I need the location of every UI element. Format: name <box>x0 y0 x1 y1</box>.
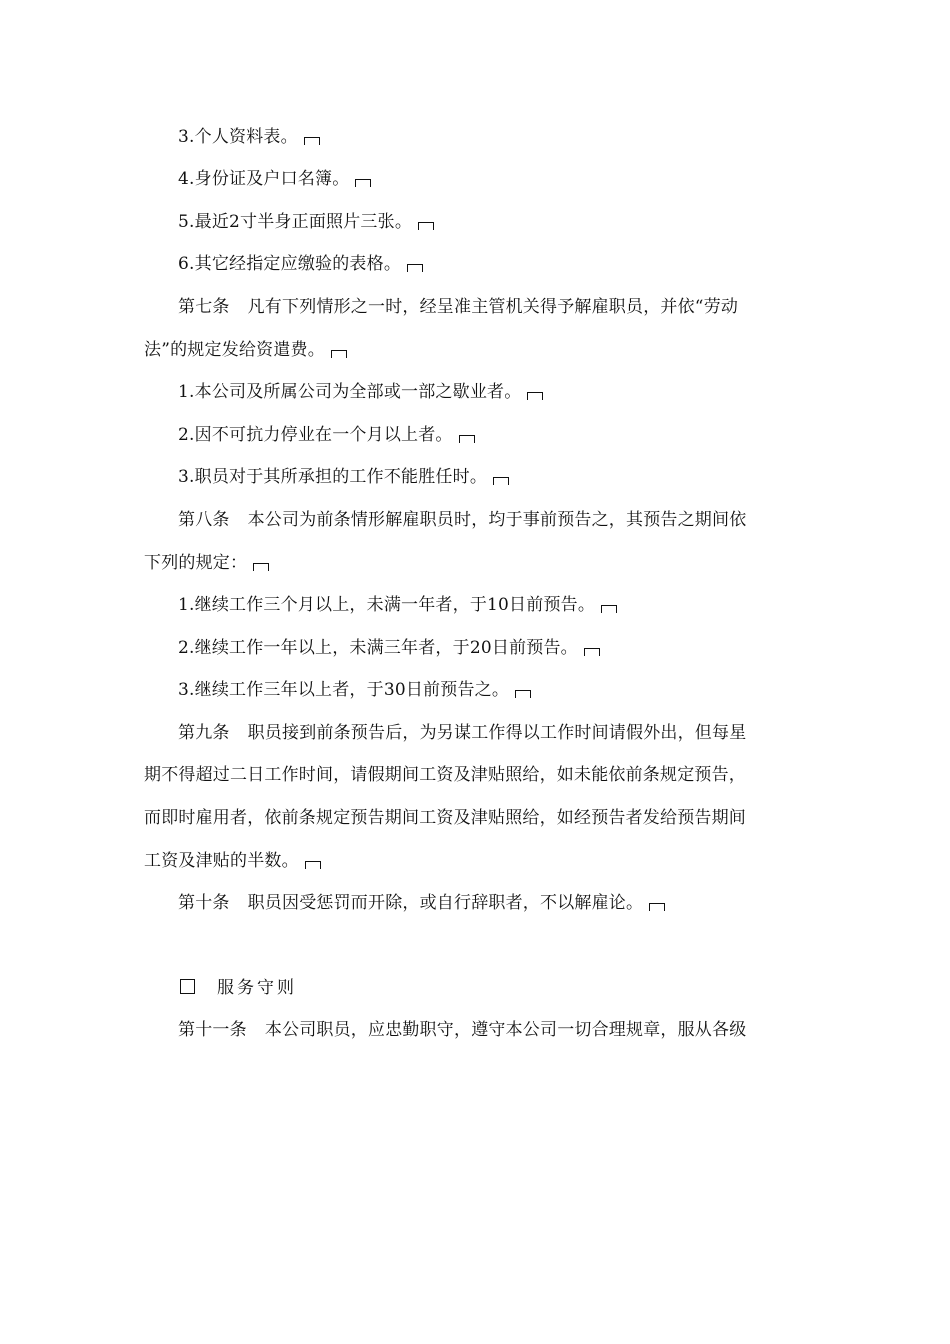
article-8: 第八条 本公司为前条情形解雇职员时，均于事前预告之，其预告之期间依 <box>178 510 747 530</box>
article-9: 第九条 职员接到前条预告后，为另谋工作得以工作时间请假外出，但每星 <box>178 723 747 743</box>
paragraph-mark-icon <box>418 222 434 230</box>
article-label: 第八条 <box>178 510 230 530</box>
article-11: 第十一条 本公司职员，应忠勤职守，遵守本公司一切合理规章，服从各级 <box>178 1020 747 1040</box>
article-10: 第十条 职员因受惩罚而开除，或自行辞职者，不以解雇论。 <box>178 891 665 915</box>
article-9-continued: 工资及津贴的半数。 <box>144 849 321 873</box>
paragraph-mark-icon <box>584 648 600 656</box>
paragraph-mark-icon <box>355 179 371 187</box>
paragraph-mark-icon <box>331 350 347 358</box>
article-9-continued: 而即时雇用者，依前条规定预告期间工资及津贴照给，如经预告者发给预告期间 <box>144 808 746 828</box>
article-7-continued: 法”的规定发给资遣费。 <box>144 338 347 362</box>
paragraph-mark-icon <box>305 861 321 869</box>
list-item: 3.个人资料表。 <box>178 125 320 149</box>
paragraph-mark-icon <box>601 605 617 613</box>
paragraph-mark-icon <box>649 903 665 911</box>
paragraph-mark-icon <box>493 477 509 485</box>
paragraph-mark-icon <box>304 137 320 145</box>
article-label: 第十一条 <box>178 1020 247 1040</box>
article-label: 第七条 <box>178 297 230 317</box>
paragraph-mark-icon <box>459 435 475 443</box>
list-item: 3.继续工作三年以上者，于30日前预告之。 <box>178 678 531 702</box>
list-item: 2.因不可抗力停业在一个月以上者。 <box>178 423 475 447</box>
article-label: 第十条 <box>178 893 230 913</box>
list-item: 4.身份证及户口名簿。 <box>178 167 371 191</box>
square-icon <box>180 979 195 994</box>
list-item: 2.继续工作一年以上，未满三年者，于20日前预告。 <box>178 636 600 660</box>
paragraph-mark-icon <box>407 264 423 272</box>
list-item: 1.继续工作三个月以上，未满一年者，于10日前预告。 <box>178 593 617 617</box>
paragraph-mark-icon <box>527 392 543 400</box>
article-label: 第九条 <box>178 723 230 743</box>
list-item: 6.其它经指定应缴验的表格。 <box>178 252 423 276</box>
article-9-continued: 期不得超过二日工作时间，请假期间工资及津贴照给，如未能依前条规定预告， <box>144 765 746 785</box>
article-7: 第七条 凡有下列情形之一时，经呈准主管机关得予解雇职员，并依“劳动 <box>178 297 739 317</box>
list-item: 1.本公司及所属公司为全部或一部之歇业者。 <box>178 380 543 404</box>
section-title: 服务守则 <box>217 978 297 998</box>
list-item: 3.职员对于其所承担的工作不能胜任时。 <box>178 465 509 489</box>
paragraph-mark-icon <box>253 563 269 571</box>
paragraph-mark-icon <box>515 690 531 698</box>
list-item: 5.最近2寸半身正面照片三张。 <box>178 210 434 234</box>
article-8-continued: 下列的规定： <box>144 551 269 575</box>
section-heading <box>180 976 297 1000</box>
